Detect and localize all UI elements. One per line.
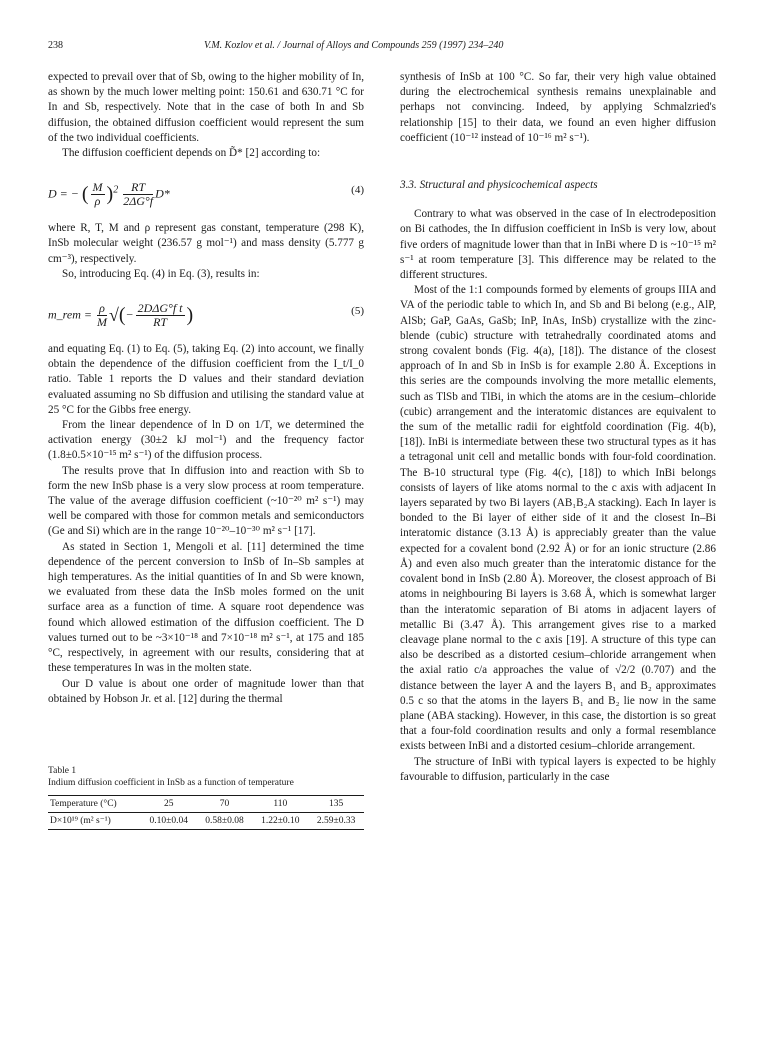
table-1 (48, 765, 364, 830)
equation-5-body: m_rem = $\frac{\rho}{M}$ √(− $\frac{\text{2DΔG°f t}}{RT}$ ) (48, 301, 194, 330)
paragraph: expected to prevail over that of Sb, owing to the higher mobility of In, as shown by the much lower melting point: 150.61 and 630.71 °C for In and Sb, respectively. Note that in the case of both In and Sb diffusion, the obtained diffusion coefficient would represent the sum of the two individual coefficients. (48, 71, 364, 144)
table-label: Table 1 (48, 765, 77, 776)
equation-lhs: D = − (48, 186, 79, 201)
section-heading: 3.3. Structural and physicochemical aspects (400, 179, 598, 192)
fraction (123, 181, 153, 208)
page-header (48, 40, 720, 56)
header-cell: 70 (219, 798, 230, 809)
page-number: 238 (48, 40, 63, 51)
equation-number: (5) (351, 305, 364, 318)
table-caption: Indium diffusion coefficient in InSb as a function of temperature (48, 777, 294, 788)
table-row (48, 812, 364, 829)
table-header-row (48, 795, 364, 812)
numerator: ρ (97, 302, 107, 316)
paragraph: synthesis of InSb at 100 °C. So far, their very high value obtained during the electrochemical synthesis remains unexplainable and perhaps not convincing. Indeed, by applying Schmalzried's relationship [15] to their data, we found an even higher diffusion coefficient (10⁻¹² instead of 10⁻¹⁶ m² s⁻¹). (400, 71, 716, 144)
paragraph: The results prove that In diffusion into and reaction with Sb to form the new InSb phase is a very slow process at room temperature. The value of the average diffusion coefficient (~10⁻²⁰ m² s⁻¹) may well be compared with those for common metals and semiconductors (Ge and Si) which are in the range 10⁻²⁰–10⁻³⁰ m² s⁻¹ [17]. (48, 464, 364, 538)
paragraph: and equating Eq. (1) to Eq. (5), taking Eq. (2) into account, we finally obtain the dependence of the diffusion coefficient from the I_t/I_0 ratio. Table 1 reports the D values and their standard deviation evaluated assuming no Sb diffusion and utilising the standard value at 25 °C for the Gibbs free energy. (48, 343, 364, 416)
paragraph: From the linear dependence of ln D on 1/T, we determined the activation energy (30±2 kJ mol⁻¹) and the frequency factor (1.8±0.5×10⁻¹⁵ m² s⁻¹) of the diffusion process. (48, 419, 364, 462)
numerator: 2DΔG°f t (137, 301, 183, 316)
equation-5 (48, 290, 364, 334)
sqrt-icon: √ (108, 304, 119, 325)
denominator: 2ΔG°f (123, 194, 154, 209)
header-cell: Temperature (°C) (50, 798, 117, 809)
paragraph: Our D value is about one order of magnitude lower than that obtained by Hobson Jr. et al. [12] during the thermal (48, 677, 364, 705)
numerator: M (92, 180, 103, 195)
equation-lhs: m_rem = (48, 307, 92, 322)
denominator: RT (153, 315, 168, 330)
paren-close: ) (186, 303, 194, 326)
paragraph: The structure of InBi with typical layers is expected to be highly favourable to diffusion, particularly in the case (400, 755, 716, 783)
denominator: M (96, 315, 107, 330)
equation-number: (4) (351, 184, 364, 197)
table-cell: 1.22±0.10 (261, 815, 300, 826)
equation-4-body (48, 181, 170, 208)
denominator: ρ (94, 194, 101, 209)
fraction (136, 302, 185, 329)
header-cell: 135 (328, 798, 344, 809)
numerator: RT (123, 181, 153, 195)
paren-open: ( (118, 303, 126, 326)
header-cell: 110 (273, 798, 288, 809)
equation-4 (48, 169, 364, 213)
left-column (48, 70, 364, 830)
paragraph: So, introducing Eq. (4) in Eq. (3), results in: (62, 267, 260, 280)
exponent: 2 (113, 184, 119, 196)
fraction (97, 302, 107, 329)
data-table (48, 795, 364, 830)
paren-open: ( (81, 183, 89, 206)
paragraph: As stated in Section 1, Mengoli et al. [11] determined the time dependence of the percent conversion to InSb of In–Sb samples at high temperatures. As the initial quantities of In and Sb were known, we evaluated from these data the InSb moles formed on the unit surface area as a function of time. A square root dependence was found which allowed estimation of the diffusion coefficient. The D values turned out to be ~3×10⁻¹⁸ and 7×10⁻¹⁸ m² s⁻¹, at 175 and 185 °C, respectively, in agreement with our results, considering that at these temperatures In was in the molten state. (48, 540, 364, 675)
paragraph: The diffusion coefficient depends on D̃* [2] according to: (62, 147, 321, 160)
table-cell: 2.59±0.33 (316, 815, 356, 826)
header-cell: 25 (164, 798, 174, 809)
table-cell: 0.10±0.04 (149, 815, 188, 826)
running-title: V.M. Kozlov et al. / Journal of Alloys and Compounds 259 (1997) 234–240 (204, 40, 504, 51)
paragraph: Most of the 1:1 compounds formed by elements of groups IIIA and VA of the periodic table to which In, and Sb and Bi belong (e.g., AlP, AlSb; GaP, GaAs, GaSb; InP, InAs, InSb) crystallize with the zinc-blende (cubic) structure with tetrahedrally coordinated atoms and strong covalent bonds (Fig. 4(a), [18]). The distance of the closest approach of In and Sb in InSb is for example 2.80 Å. Exceptions in this series are the compounds involving the more metallic elements, such as TlSb and TlBi, in which the atoms are in the cesium–chloride (cubic) arrangement and the interatomic distances are equivalent to the sum of the metallic radii for eightfold coordination (Fig. 4(b), [18]). InBi is intermediate between these two structural types as it has a tetragonal unit cell and metallic bonds with four-fold coordination. The B-10 structural type (Fig. 4(c), [18]) to which InBi belongs consists of layers of like atoms normal to the c axis with adjacent In layers separated by two Bi layers (AB₁B₂A stacking). Each In layer is bonded to the Bi layer of either side of it and the closest In–Bi interatomic distance (3.13 Å) is appreciably greater than the value expected for a covalent bond (2.92 Å) or for an ionic structure (2.86 Å) and even also much greater than the interatomic distance for the covalent bond in InSb (2.80 Å). Moreover, the closest approach of Bi atoms in neighbouring Bi layers is 3.68 Å, which is somewhat larger than the interatomic separation of Bi atoms in adjacent layers of metallic Bi (3.47 Å). This arrangement gives rise to a marked cleavage plane normal to the c axis [19]. A structure of this type can also be described as a distorted cesium–chloride arrangement when the axial ratio c/a approaches the value of √2/2 (0.707) and the distance between the layer A and the layers B₁ and B₂ approximates 0.5 c so that the atoms in the layers B₁ and B₂ lie now in the same plane (ABA stacking). However, in this case, the distortion is so great that a four-fold coordination results and only a formal resemblance exists between InBi and a distorted cesium–chloride arrangement. (400, 284, 716, 753)
paragraph: where R, T, M and ρ represent gas constant, temperature (298 K), InSb molecular weight (236.57 g mol⁻¹) and mass density (5.777 g cm⁻³), respectively. (48, 222, 364, 265)
table-cell: 0.58±0.08 (205, 815, 244, 826)
row-label: D×10¹⁹ (m² s⁻¹) (50, 815, 111, 826)
right-column (400, 70, 716, 785)
equation-rhs: D* (155, 186, 170, 201)
paren-close: ) (106, 183, 114, 206)
paragraph: Contrary to what was observed in the case of In electrodeposition on Bi cathodes, the In diffusion coefficient in InSb is very low, about five orders of magnitude lower than that in InBi where D is ~10⁻¹⁵ m² s⁻¹ at room temperature [3]. This difference may be related to the different structures. (400, 208, 716, 282)
fraction (91, 181, 105, 208)
